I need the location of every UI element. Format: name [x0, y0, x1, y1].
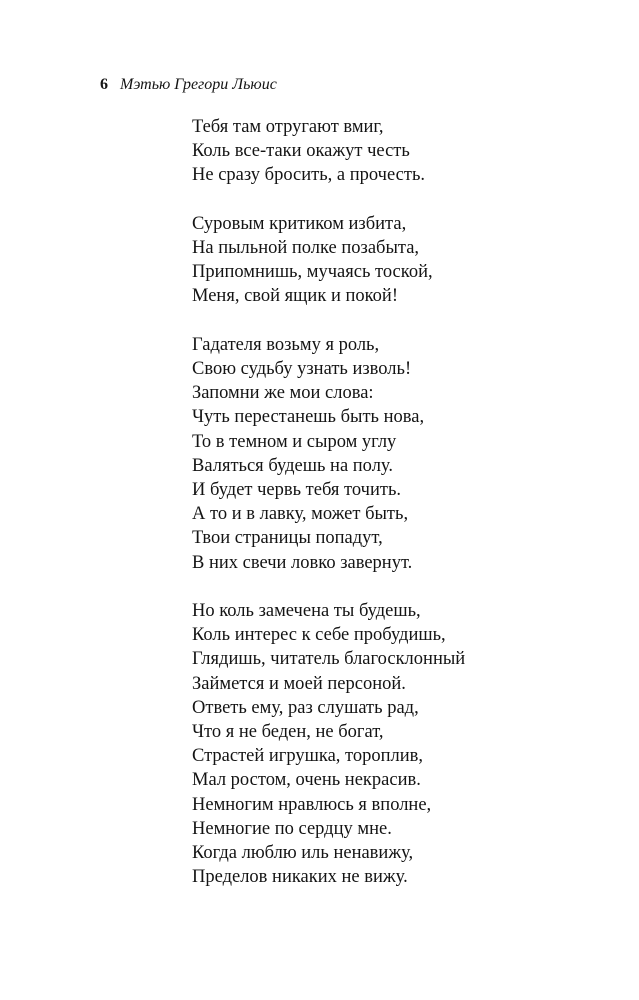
page-number: 6 — [100, 76, 108, 93]
poem — [192, 115, 612, 914]
poem-line: В них свечи ловко завернут. — [192, 552, 413, 573]
poem-line: Меня, свой ящик и покой! — [192, 286, 398, 307]
poem-line: А то и в лавку, может быть, — [192, 504, 409, 525]
poem-line: Коль все-таки окажут честь — [192, 141, 410, 162]
poem-line: Глядишь, читатель благосклонный — [192, 649, 466, 670]
stanza — [192, 333, 612, 575]
poem-line: То в темном и сыром углу — [192, 431, 397, 452]
poem-line: Немногие по сердцу мне. — [192, 818, 392, 839]
stanza — [192, 212, 612, 309]
poem-line: Страстей игрушка, тороплив, — [192, 746, 424, 767]
poem-line: Займется и моей персоной. — [192, 673, 406, 694]
poem-line: Свою судьбу узнать изволь! — [192, 359, 412, 379]
poem-line: Не сразу бросить, а прочесть. — [192, 165, 426, 186]
running-title: Мэтью Грегори Льюис — [120, 76, 277, 93]
poem-line: Гадателя возьму я роль, — [192, 334, 380, 355]
poem-line: Суровым критиком избита, — [192, 213, 407, 234]
poem-line: Пределов никаких не вижу. — [192, 867, 408, 888]
running-head — [100, 74, 277, 96]
poem-line: Коль интерес к себе пробудишь, — [192, 625, 446, 646]
poem-line: Когда люблю иль ненавижу, — [192, 843, 414, 864]
poem-line: Что я не беден, не богат, — [192, 722, 384, 743]
poem-line: Ответь ему, раз слушать рад, — [192, 697, 419, 718]
stanza — [192, 115, 612, 188]
poem-line: Валяться будешь на полу. — [192, 455, 393, 476]
poem-line: Мал ростом, очень некрасив. — [192, 770, 421, 791]
stanza — [192, 599, 612, 889]
poem-line: Запомни же мои слова: — [192, 383, 374, 404]
poem-line: Твои страницы попадут, — [192, 528, 383, 549]
poem-line: Но коль замечена ты будешь, — [192, 601, 421, 622]
poem-line: Припомнишь, мучаясь тоской, — [192, 262, 433, 283]
poem-line: И будет червь тебя точить. — [192, 480, 402, 501]
poem-line: Чуть перестанешь быть нова, — [192, 407, 425, 428]
poem-line: Тебя там отругают вмиг, — [192, 117, 384, 137]
poem-line: На пыльной полке позабыта, — [192, 238, 420, 258]
poem-line: Немногим нравлюсь я вполне, — [192, 794, 432, 815]
